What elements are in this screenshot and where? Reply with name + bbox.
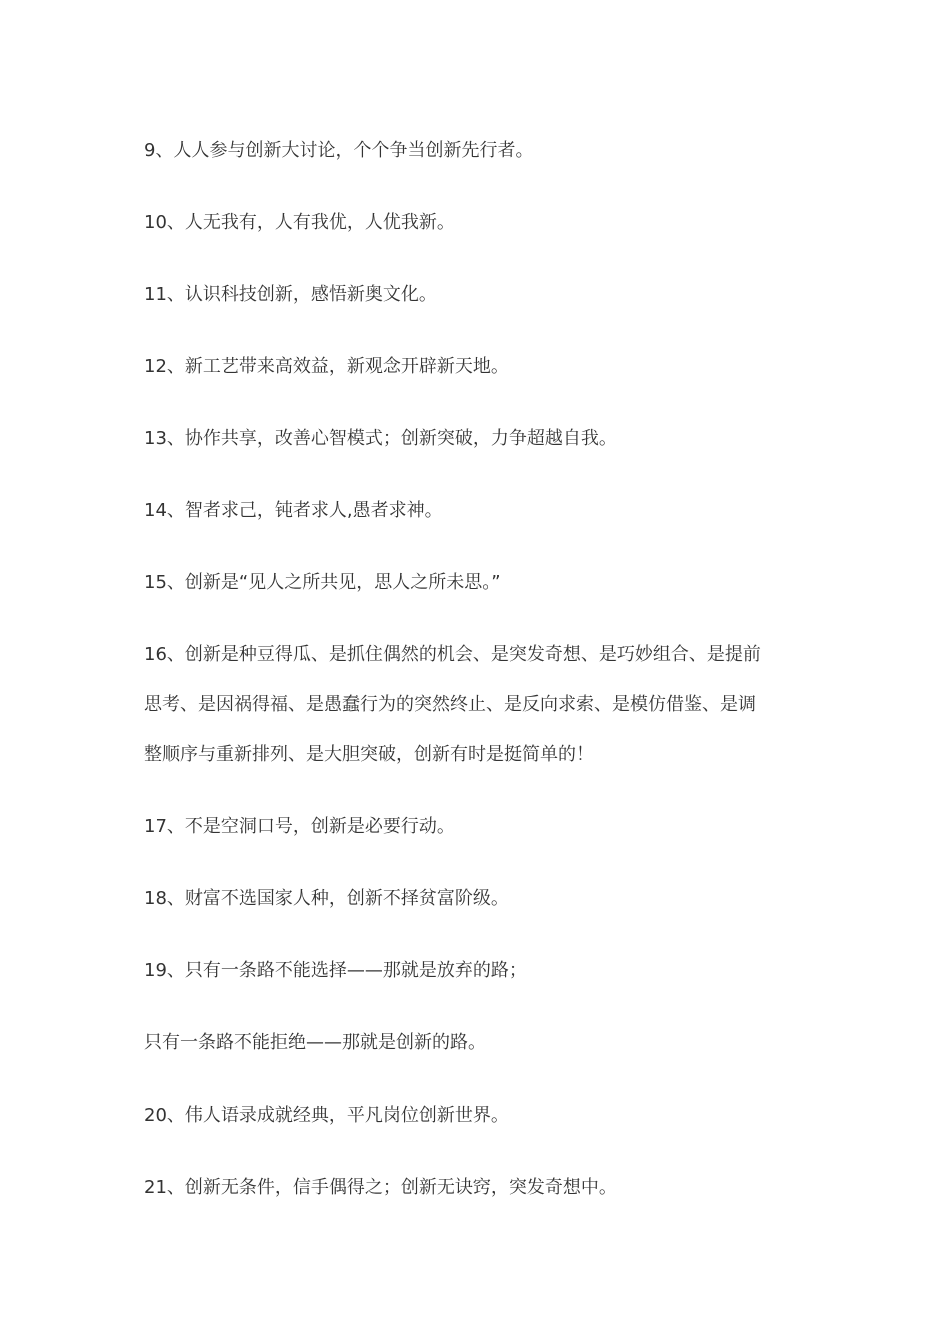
slogan-16-line-1: 16、创新是种豆得瓜、是抓住偶然的机会、是突发奇想、是巧妙组合、是提前	[144, 644, 761, 665]
slogan-19-line-2: 只有一条路不能拒绝——那就是创新的路。	[144, 1032, 486, 1053]
slogan-9: 9、人人参与创新大讨论，个个争当创新先行者。	[144, 140, 534, 161]
slogan-20: 20、伟人语录成就经典，平凡岗位创新世界。	[144, 1105, 509, 1126]
slogan-14: 14、智者求己，钝者求人,愚者求神。	[144, 500, 443, 521]
slogan-16-line-3: 整顺序与重新排列、是大胆突破，创新有时是挺简单的！	[144, 744, 594, 765]
slogan-16	[144, 630, 824, 780]
slogan-13: 13、协作共享，改善心智模式；创新突破，力争超越自我。	[144, 428, 617, 449]
slogan-16-line-2: 思考、是因祸得福、是愚蠢行为的突然终止、是反向求索、是模仿借鉴、是调	[144, 694, 756, 715]
slogan-11: 11、认识科技创新，感悟新奥文化。	[144, 284, 437, 305]
slogan-12: 12、新工艺带来高效益，新观念开辟新天地。	[144, 356, 509, 377]
slogan-17: 17、不是空洞口号，创新是必要行动。	[144, 816, 455, 837]
slogan-10: 10、人无我有，人有我优，人优我新。	[144, 212, 455, 233]
slogan-18: 18、财富不选国家人种，创新不择贫富阶级。	[144, 888, 509, 909]
slogan-21: 21、创新无条件，信手偶得之；创新无诀窍，突发奇想中。	[144, 1177, 617, 1198]
slogan-15: 15、创新是“见人之所共见，思人之所未思。”	[144, 572, 501, 593]
slogan-19-line-1: 19、只有一条路不能选择——那就是放弃的路；	[144, 960, 527, 981]
